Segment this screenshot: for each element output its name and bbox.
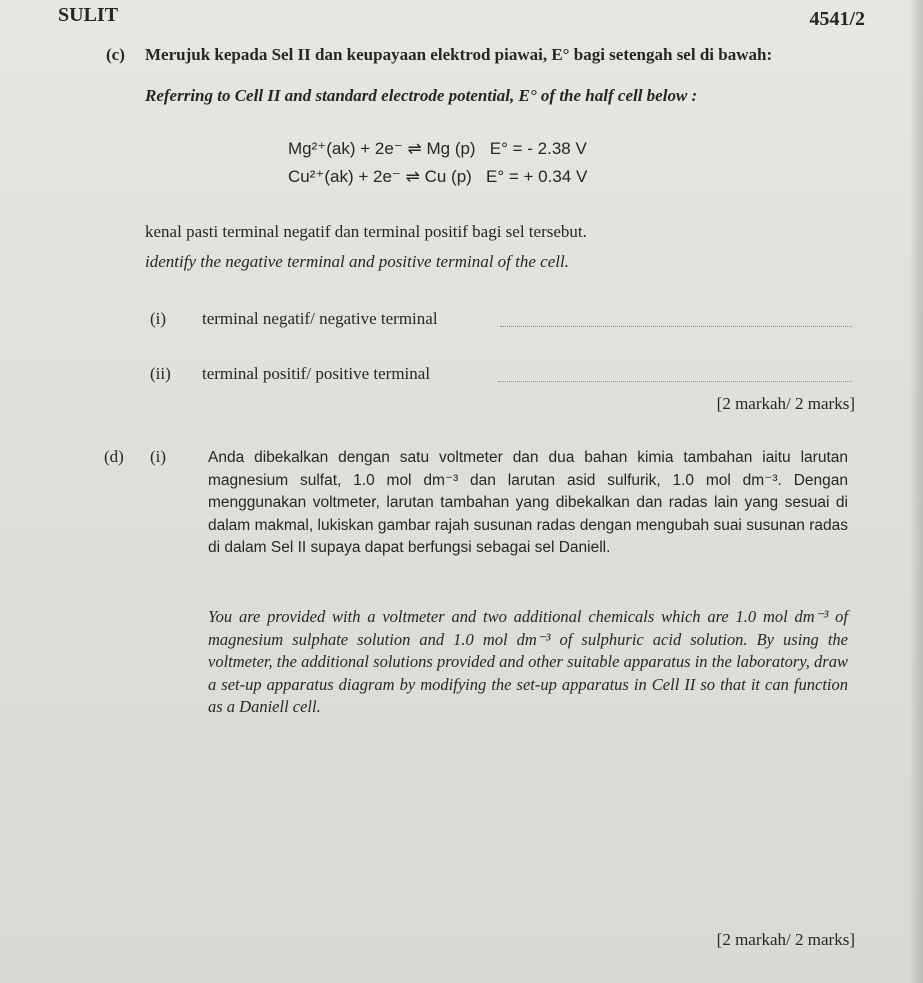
page-edge-shadow [909, 0, 923, 983]
part-c-instruction-bm: kenal pasti terminal negatif dan terminal positif bagi sel tersebut. [145, 222, 587, 241]
sub-question-number: (ii) [150, 364, 171, 383]
part-d-question-en: You are provided with a voltmeter and two additional chemicals which are 1.0 mol dm⁻³ of magnesium sulphate solution and 1.0 mol dm⁻³ of sulphuric acid solution. By using the voltmeter, the additional solutions provided and other suitable apparatus in the laboratory, draw a set-up apparatus diagram by modifying the set-up apparatus in Cell II so that it can function as a Daniell cell. [208, 607, 848, 716]
header-sulit: SULIT [58, 4, 119, 26]
part-c-instruction-en: identify the negative terminal and positive terminal of the cell. [145, 252, 569, 271]
part-d-label: (d) [104, 447, 124, 466]
answer-line-positive-terminal[interactable] [498, 381, 852, 382]
sub-question-negative-terminal [150, 309, 438, 329]
sub-question-number: (i) [150, 309, 167, 328]
part-d-sub-label: (i) [150, 447, 167, 466]
header-paper-code: 4541/2 [809, 8, 865, 30]
part-c-label: (c) [106, 45, 125, 64]
sub-question-positive-terminal [150, 364, 430, 384]
part-c-question-bm: Merujuk kepada Sel II dan keupayaan elektrod piawai, E° bagi setengah sel di bawah: [145, 45, 773, 64]
part-d-marks: [2 markah/ 2 marks] [716, 930, 855, 949]
sub-question-text: terminal positif/ positive terminal [202, 364, 431, 383]
half-equation-copper: Cu²⁺(ak) + 2e⁻ ⇌ Cu (p) E° = + 0.34 V [288, 167, 588, 186]
answer-line-negative-terminal[interactable] [500, 326, 852, 327]
part-c-marks: [2 markah/ 2 marks] [716, 394, 855, 413]
sub-question-text: terminal negatif/ negative terminal [202, 309, 438, 328]
half-equation-magnesium: Mg²⁺(ak) + 2e⁻ ⇌ Mg (p) E° = - 2.38 V [288, 139, 587, 158]
part-c-question-en: Referring to Cell II and standard electrode potential, E° of the half cell below : [145, 86, 698, 105]
part-d-question-bm: Anda dibekalkan dengan satu voltmeter dan dua bahan kimia tambahan iaitu larutan magnesium sulfat, 1.0 mol dm⁻³ dan larutan asid sulfurik, 1.0 mol dm⁻³. Dengan menggunakan voltmeter, larutan tambahan yang dibekalkan dan radas lain yang sesuai di dalam makmal, lukiskan gambar rajah susunan radas dengan mengubah suai susunan radas di dalam Sel II supaya dapat berfungsi sebagai sel Daniell. [208, 449, 848, 556]
